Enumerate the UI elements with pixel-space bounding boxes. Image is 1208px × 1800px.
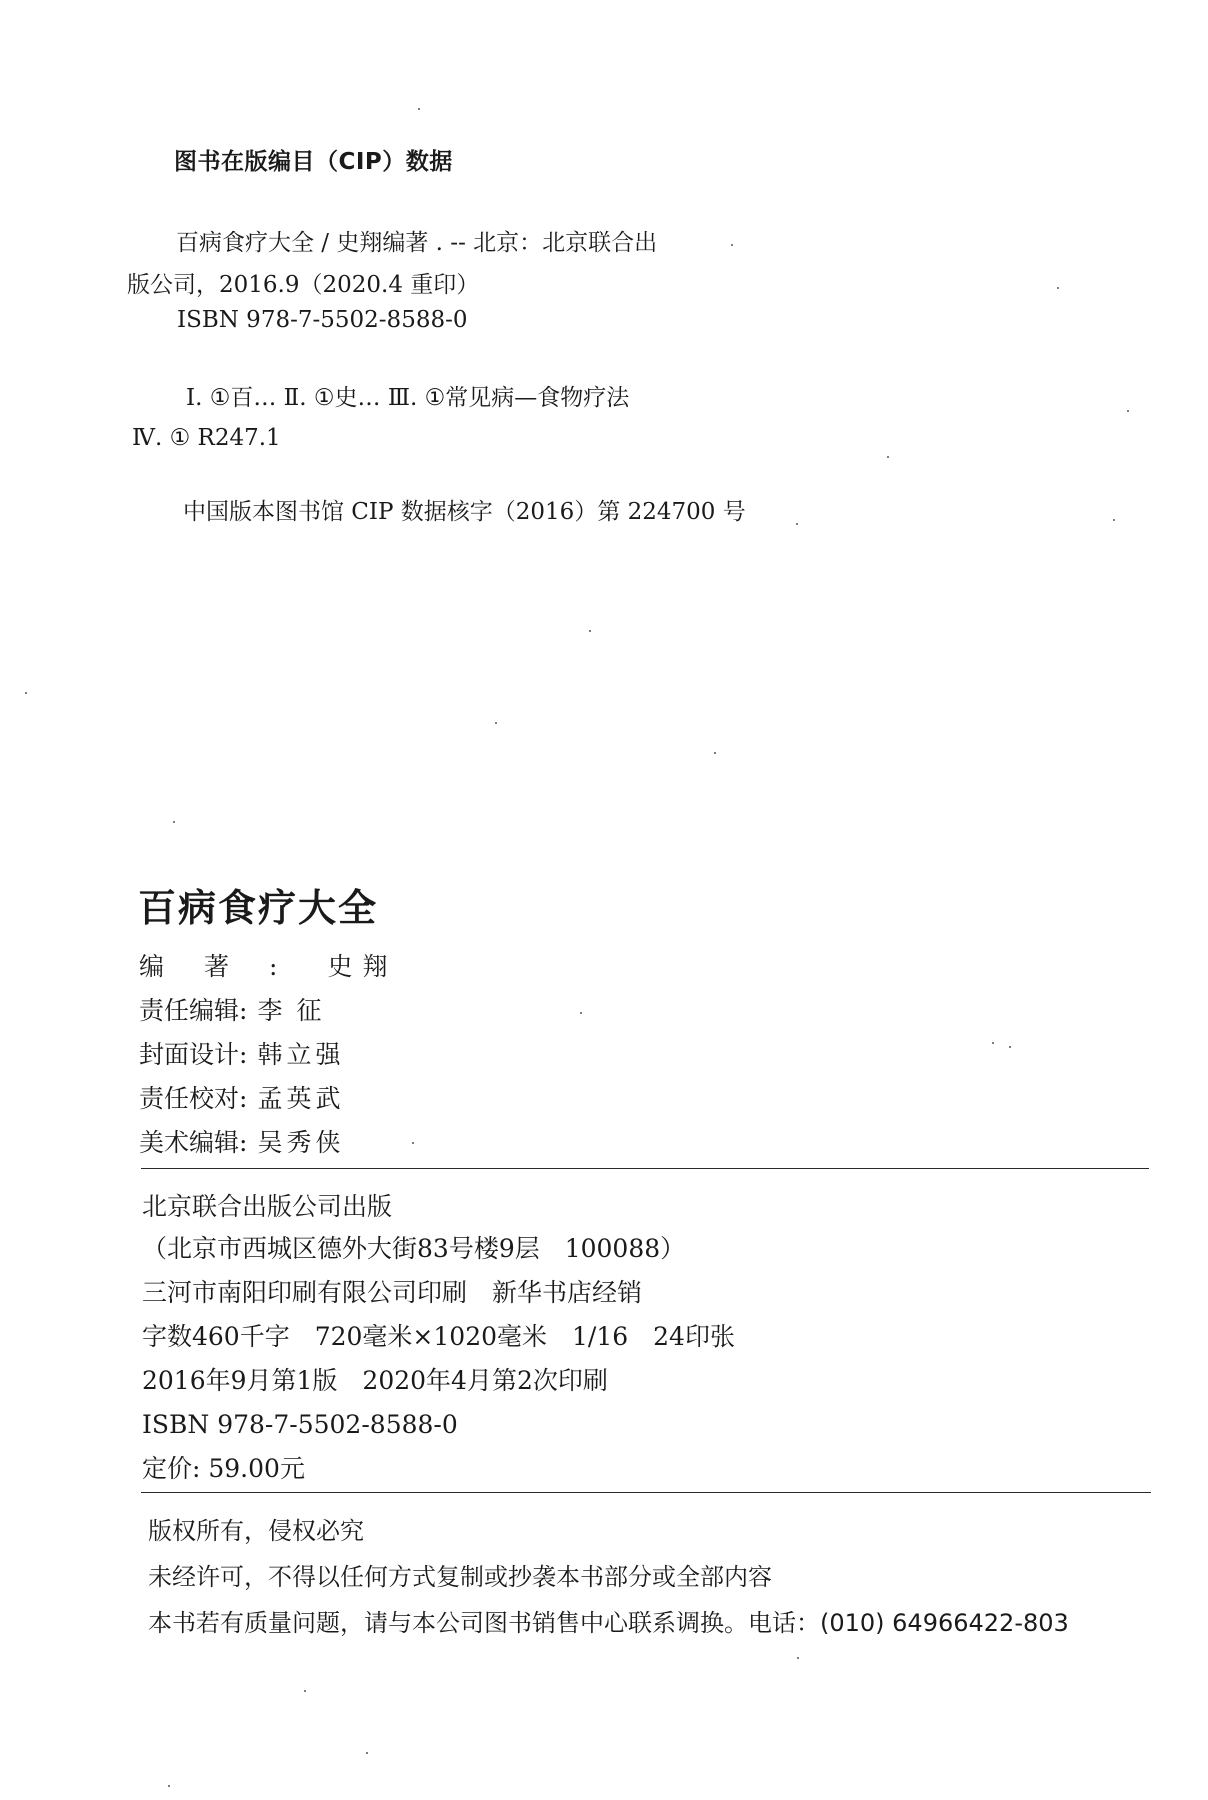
- scan-speck: [173, 821, 175, 823]
- credit-editor: [139, 998, 335, 1023]
- scan-speck: [412, 1142, 414, 1144]
- credit-author: [139, 954, 397, 979]
- credit-art-editor: [139, 1130, 344, 1155]
- credit-value: 吴秀侠: [257, 1128, 345, 1157]
- cip-record-number: 中国版本图书馆 CIP 数据核字（2016）第 224700 号: [183, 499, 746, 525]
- book-title: 百病食疗大全: [138, 886, 379, 930]
- publisher-address: （北京市西城区德外大街83号楼9层 100088）: [142, 1234, 686, 1263]
- book-specs: 字数460千字 720毫米×1020毫米 1/16 24印张: [142, 1322, 735, 1351]
- divider: [141, 1492, 1151, 1493]
- edition-info: 2016年9月第1版 2020年4月第2次印刷: [142, 1366, 608, 1395]
- scan-speck: [887, 456, 889, 458]
- scan-speck: [589, 630, 591, 632]
- credit-label: 责任编辑:: [139, 996, 248, 1025]
- copyright-notice: 版权所有，侵权必究: [148, 1517, 364, 1545]
- divider: [141, 1168, 1149, 1169]
- copyright-notice: 未经许可，不得以任何方式复制或抄袭本书部分或全部内容: [148, 1563, 772, 1591]
- credit-cover-design: [139, 1042, 344, 1067]
- credit-label: 编著:: [139, 952, 318, 981]
- scan-speck: [25, 692, 27, 694]
- credit-proofreader: [139, 1086, 344, 1111]
- scan-speck: [168, 1785, 170, 1787]
- scan-speck: [580, 1012, 582, 1014]
- scan-speck: [1127, 410, 1129, 412]
- printer: 三河市南阳印刷有限公司印刷 新华书店经销: [142, 1278, 643, 1307]
- credit-value: 史翔: [327, 952, 398, 981]
- cip-isbn: ISBN 978-7-5502-8588-0: [177, 307, 468, 333]
- scan-speck: [304, 1690, 306, 1692]
- publisher: 北京联合出版公司出版: [142, 1192, 393, 1221]
- scan-speck: [1057, 287, 1059, 289]
- credit-label: 美术编辑:: [139, 1128, 248, 1157]
- copyright-contact: 本书若有质量问题，请与本公司图书销售中心联系调换。电话：(010) 64966422-803: [148, 1609, 1069, 1637]
- credit-label: 封面设计:: [139, 1040, 248, 1069]
- cip-heading: 图书在版编目（CIP）数据: [174, 149, 453, 175]
- scan-speck: [1009, 1046, 1011, 1048]
- cip-classification: Ⅳ. ① R247.1: [132, 425, 281, 451]
- price: 定价: 59.00元: [142, 1454, 305, 1483]
- cip-subject: Ⅰ. ①百… Ⅱ. ①史… Ⅲ. ①常见病—食物疗法: [186, 385, 630, 411]
- scan-speck: [731, 244, 733, 246]
- scan-speck: [495, 722, 497, 724]
- scan-speck: [418, 108, 420, 110]
- credit-value: 李征: [257, 996, 336, 1025]
- scan-speck: [796, 523, 798, 525]
- scan-speck: [1113, 519, 1115, 521]
- scan-speck: [366, 1752, 368, 1754]
- cip-line: 版公司，2016.9（2020.4 重印）: [127, 272, 480, 298]
- credit-label: 责任校对:: [139, 1084, 248, 1113]
- scan-speck: [714, 752, 716, 754]
- cip-line: 百病食疗大全 / 史翔编著 . -- 北京：北京联合出: [176, 230, 658, 256]
- credit-value: 孟英武: [257, 1084, 345, 1113]
- scan-speck: [992, 1042, 994, 1044]
- isbn: ISBN 978-7-5502-8588-0: [142, 1410, 458, 1439]
- scan-speck: [797, 1657, 799, 1659]
- credit-value: 韩立强: [257, 1040, 345, 1069]
